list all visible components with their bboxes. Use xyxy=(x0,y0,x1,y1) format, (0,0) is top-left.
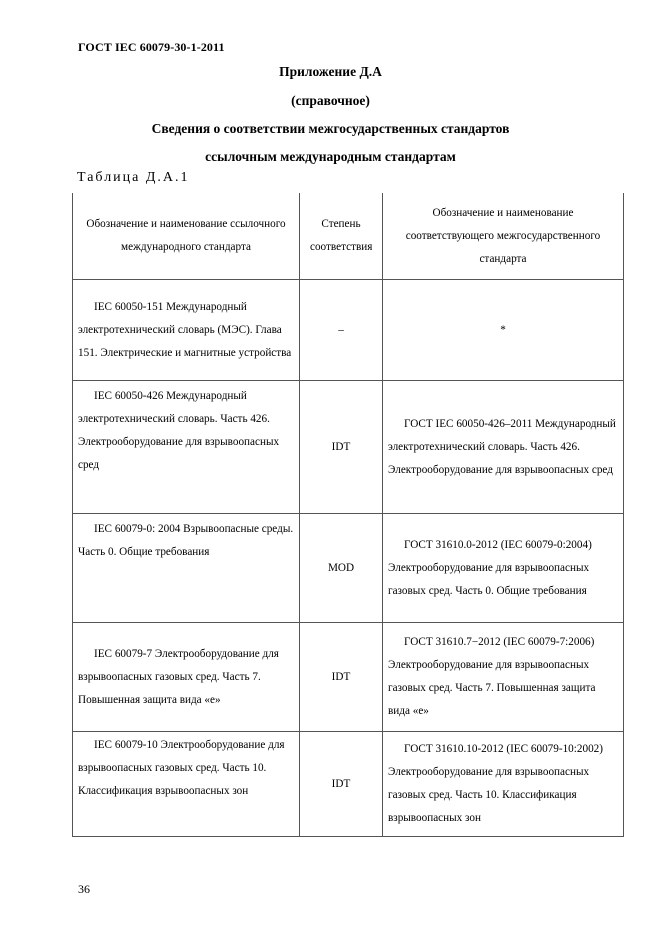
cell-interstate-standard xyxy=(383,623,624,732)
page-number: 36 xyxy=(78,882,90,896)
table-row xyxy=(73,732,624,837)
cell-text: ГОСТ 31610.0-2012 (IEC 60079-0:2004) Электрооборудование для взрывоопасных газовых сред. Часть 0. Общие требования xyxy=(388,538,592,597)
cell-text: IEC 60079-0: 2004 Взрывоопасные среды. Часть 0. Общие требования xyxy=(78,523,294,558)
cell-interstate-standard: * xyxy=(383,280,624,381)
annex-type: (справочное) xyxy=(291,93,370,108)
cell-interstate-standard xyxy=(383,514,624,623)
table-row xyxy=(73,280,624,381)
cell-interstate-standard xyxy=(383,381,624,514)
annex-subtitle-line-1: Сведения о соответствии межгосударственных стандартов xyxy=(151,121,510,136)
table-row xyxy=(73,514,624,623)
table-row xyxy=(73,623,624,732)
document-code: ГОСТ IEC 60079-30-1-2011 xyxy=(78,40,225,54)
cell-degree: IDT xyxy=(300,381,383,514)
cell-interstate-standard xyxy=(383,732,624,837)
cell-international-standard xyxy=(73,623,300,732)
table-caption: Таблица Д.А.1 xyxy=(77,170,190,185)
header-degree-of-correspondence: Степень соответствия xyxy=(300,193,383,280)
cell-text: ГОСТ IEC 60050-426–2011 Международный электротехнический словарь. Часть 426. Электрооборудование для взрывоопасных сред xyxy=(388,417,616,476)
cell-degree: – xyxy=(300,280,383,381)
cell-degree: IDT xyxy=(300,732,383,837)
cell-international-standard xyxy=(73,732,300,837)
table-header-row xyxy=(73,193,624,280)
cell-text: ГОСТ 31610.7−2012 (IEC 60079-7:2006) Электрооборудование для взрывоопасных газовых сред. Часть 7. Повышенная защита вида «е» xyxy=(388,636,596,717)
cell-degree: IDT xyxy=(300,623,383,732)
cell-text: IEC 60050-426 Международный электротехнический словарь. Часть 426. Электрооборудование для взрывоопасных сред xyxy=(78,390,280,471)
cell-text: IEC 60079-10 Электрооборудование для взрывоопасных газовых сред. Часть 10. Классификация взрывоопасных зон xyxy=(78,739,285,797)
cell-international-standard xyxy=(73,381,300,514)
header-international-standard: Обозначение и наименование ссылочного международного стандарта xyxy=(73,193,300,280)
table-row xyxy=(73,381,624,514)
header-interstate-standard: Обозначение и наименование соответствующего межгосударственного стандарта xyxy=(383,193,624,280)
cell-international-standard xyxy=(73,514,300,623)
cell-text: IEC 60050-151 Международный электротехнический словарь (МЭС). Глава 151. Электрические и магнитные устройства xyxy=(78,300,292,359)
cell-text: ГОСТ 31610.10-2012 (IEC 60079-10:2002) Электрооборудование для взрывоопасных газовых сред. Часть 10. Классификация взрывоопасных зон xyxy=(388,743,603,824)
cell-text: IEC 60079-7 Электрооборудование для взрывоопасных газовых сред. Часть 7. Повышенная защита вида «е» xyxy=(78,647,279,706)
annex-subtitle-line-2: ссылочным международным стандартам xyxy=(205,149,456,164)
cell-degree: MOD xyxy=(300,514,383,623)
correspondence-table xyxy=(72,193,624,837)
cell-international-standard xyxy=(73,280,300,381)
annex-title: Приложение Д.А xyxy=(279,64,382,79)
